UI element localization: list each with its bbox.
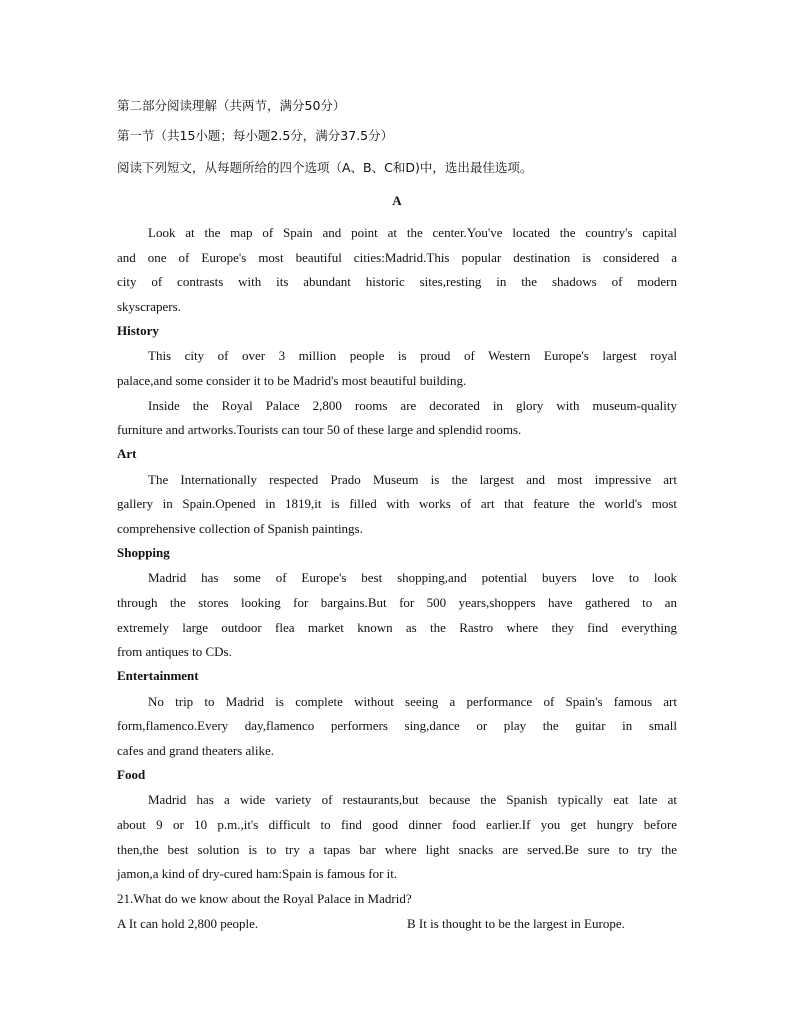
food-line: then,the best solution is to try a tapas bar where light snacks are served.Be sure to try the [117,842,677,857]
intro-line: and one of Europe's most beautiful cities:Madrid.This popular destination is considered a [117,250,677,265]
intro-line: skyscrapers. [117,299,181,314]
shopping-line: from antiques to CDs. [117,644,232,659]
shopping-line: extremely large outdoor flea market known as the Rastro where they find everything [117,620,677,635]
food-line: about 9 or 10 p.m.,it's difficult to find good dinner food earlier.If you get hungry before [117,817,677,832]
shopping-line: through the stores looking for bargains.But for 500 years,shoppers have gathered to an [117,595,677,610]
section-heading-history: History [117,323,159,338]
history-line: palace,and some consider it to be Madrid's most beautiful building. [117,373,467,388]
art-line: comprehensive collection of Spanish paintings. [117,521,363,536]
entertainment-line: cafes and grand theaters alike. [117,743,275,758]
entertainment-line: No trip to Madrid is complete without seeing a performance of Spain's famous art [148,694,677,709]
history-line: Inside the Royal Palace 2,800 rooms are decorated in glory with museum-quality [148,398,677,413]
history-line: This city of over 3 million people is proud of Western Europe's largest royal [148,348,677,363]
section-heading-entertainment: Entertainment [117,668,199,683]
shopping-line: Madrid has some of Europe's best shopping,and potential buyers love to look [148,570,677,585]
art-line: The Internationally respected Prado Museum is the largest and most impressive art [148,472,677,487]
option-a: A It can hold 2,800 people. [117,916,259,931]
section-heading-art: Art [117,446,137,461]
art-line: gallery in Spain.Opened in 1819,it is filled with works of art that feature the world's most [117,496,677,511]
intro-line: city of contrasts with its abundant historic sites,resting in the shadows of modern [117,274,677,289]
intro-line: Look at the map of Spain and point at the center.You've located the country's capital [148,225,677,240]
option-b: B It is thought to be the largest in Europe. [407,916,625,931]
entertainment-line: form,flamenco.Every day,flamenco performers sing,dance or play the guitar in small [117,718,677,733]
instructions: 阅读下列短文，从每题所给的四个选项（A、B、C和D)中，选出最佳选项。 [117,160,533,175]
food-line: jamon,a kind of dry-cured ham:Spain is famous for it. [117,866,398,881]
question-stem: 21.What do we know about the Royal Palace in Madrid? [117,891,412,906]
food-line: Madrid has a wide variety of restaurants,but because the Spanish typically eat late at [148,792,677,807]
section-heading-shopping: Shopping [117,545,170,560]
section-title: 第一节（共15小题；每小题2.5分，满分37.5分） [117,128,394,143]
passage-label: A [392,193,402,208]
part-title: 第二部分阅读理解（共两节，满分50分） [117,98,346,113]
history-line: furniture and artworks.Tourists can tour 50 of these large and splendid rooms. [117,422,522,437]
section-heading-food: Food [117,767,146,782]
